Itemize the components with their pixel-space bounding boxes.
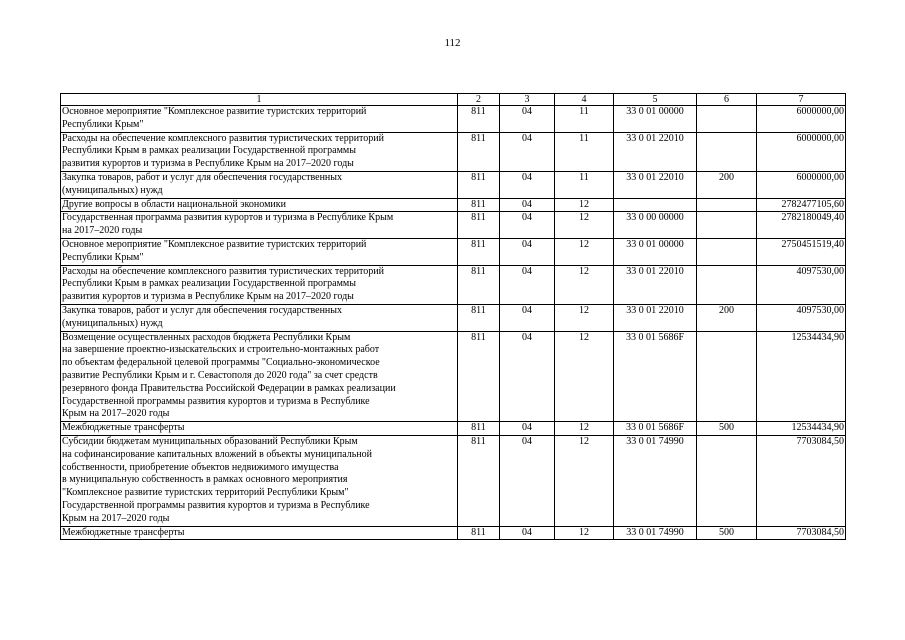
row-col-6: 200 [697,304,757,331]
row-col-4: 12 [555,198,614,212]
row-col-5: 33 0 01 22010 [614,171,697,198]
table-header-row [61,94,846,106]
row-col-3: 04 [500,435,555,526]
row-col-4: 12 [555,422,614,436]
table-row [61,526,846,540]
row-col-6 [697,106,757,133]
row-col-3: 04 [500,331,555,422]
row-amount: 12534434,90 [757,331,846,422]
budget-table [60,93,846,540]
row-name: Государственная программа развития курортов и туризма в Республике Крым на 2017–2020 годы [61,212,458,239]
table-row [61,212,846,239]
row-amount: 4097530,00 [757,265,846,304]
row-col-5: 33 0 01 5686F [614,422,697,436]
row-col-5: 33 0 00 00000 [614,212,697,239]
table-row [61,106,846,133]
row-col-6 [697,198,757,212]
table-row [61,331,846,422]
row-col-5: 33 0 01 22010 [614,265,697,304]
row-amount: 2750451519,40 [757,238,846,265]
row-col-3: 04 [500,198,555,212]
header-col-6: 6 [697,94,757,106]
row-name: Субсидии бюджетам муниципальных образований Республики Крым на софинансирование капитальных вложений в объекты муниципальной собственности, приобретение объектов недвижимого имущества в муниципальную собственность в рамках основного мероприятия "Комплексное развитие туристских территорий Республики Крым" Государственной программы развития курортов и туризма в Республике Крым на 2017–2020 годы [61,435,458,526]
row-amount: 6000000,00 [757,171,846,198]
row-col-3: 04 [500,132,555,171]
row-name: Расходы на обеспечение комплексного развития туристических территорий Республики Крым в рамках реализации Государственной программы развития курортов и туризма в Республике Крым на 2017–2020 годы [61,265,458,304]
row-name: Межбюджетные трансферты [61,422,458,436]
row-col-5: 33 0 01 74990 [614,435,697,526]
row-col-6: 200 [697,171,757,198]
row-col-2: 811 [458,171,500,198]
row-amount: 4097530,00 [757,304,846,331]
row-name: Расходы на обеспечение комплексного развития туристических территорий Республики Крым в рамках реализации Государственной программы развития курортов и туризма в Республике Крым на 2017–2020 годы [61,132,458,171]
row-col-3: 04 [500,106,555,133]
row-col-2: 811 [458,265,500,304]
row-col-4: 12 [555,238,614,265]
row-col-5: 33 0 01 22010 [614,132,697,171]
header-col-4: 4 [555,94,614,106]
row-amount: 2782180049,40 [757,212,846,239]
row-amount: 6000000,00 [757,106,846,133]
header-col-1: 1 [61,94,458,106]
row-name: Закупка товаров, работ и услуг для обеспечения государственных (муниципальных) нужд [61,304,458,331]
row-col-3: 04 [500,171,555,198]
row-col-4: 12 [555,304,614,331]
row-amount: 2782477105,60 [757,198,846,212]
row-col-2: 811 [458,304,500,331]
row-col-4: 12 [555,212,614,239]
row-col-5: 33 0 01 5686F [614,331,697,422]
row-col-6 [697,212,757,239]
row-col-6: 500 [697,422,757,436]
row-col-4: 11 [555,106,614,133]
row-col-4: 12 [555,331,614,422]
row-col-3: 04 [500,212,555,239]
row-amount: 12534434,90 [757,422,846,436]
row-col-5: 33 0 01 00000 [614,238,697,265]
row-col-6: 500 [697,526,757,540]
row-col-3: 04 [500,238,555,265]
table-row [61,171,846,198]
row-col-3: 04 [500,422,555,436]
table-row [61,198,846,212]
table-row [61,304,846,331]
row-name: Закупка товаров, работ и услуг для обеспечения государственных (муниципальных) нужд [61,171,458,198]
row-col-4: 12 [555,265,614,304]
row-col-2: 811 [458,238,500,265]
row-amount: 7703084,50 [757,435,846,526]
row-col-5: 33 0 01 74990 [614,526,697,540]
row-col-2: 811 [458,198,500,212]
row-col-6 [697,331,757,422]
row-col-2: 811 [458,331,500,422]
row-col-2: 811 [458,526,500,540]
row-amount: 7703084,50 [757,526,846,540]
page-number: 112 [444,37,461,49]
row-col-6 [697,132,757,171]
table-row [61,422,846,436]
row-name: Межбюджетные трансферты [61,526,458,540]
row-col-2: 811 [458,422,500,436]
header-col-2: 2 [458,94,500,106]
row-name: Возмещение осуществленных расходов бюджета Республики Крым на завершение проектно-изыскательских и строительно-монтажных работ по объектам федеральной целевой программы "Социально-экономическое развитие Республики Крым и г. Севастополя до 2020 года" за счет средств резервного фонда Правительства Российской Федерации в рамках реализации Государственной программы развития курортов и туризма в Республике Крым на 2017–2020 годы [61,331,458,422]
row-col-5: 33 0 01 00000 [614,106,697,133]
row-col-2: 811 [458,132,500,171]
row-col-6 [697,238,757,265]
row-name: Другие вопросы в области национальной экономики [61,198,458,212]
row-col-2: 811 [458,212,500,239]
table-row [61,132,846,171]
header-col-7: 7 [757,94,846,106]
row-col-4: 12 [555,435,614,526]
row-name: Основное мероприятие "Комплексное развитие туристских территорий Республики Крым" [61,106,458,133]
row-col-3: 04 [500,526,555,540]
row-col-4: 11 [555,132,614,171]
row-col-3: 04 [500,304,555,331]
row-col-4: 11 [555,171,614,198]
table-row [61,435,846,526]
row-col-2: 811 [458,435,500,526]
row-col-3: 04 [500,265,555,304]
table-row [61,238,846,265]
row-col-4: 12 [555,526,614,540]
table-row [61,265,846,304]
row-name: Основное мероприятие "Комплексное развитие туристских территорий Республики Крым" [61,238,458,265]
row-col-5: 33 0 01 22010 [614,304,697,331]
row-col-5 [614,198,697,212]
row-amount: 6000000,00 [757,132,846,171]
row-col-2: 811 [458,106,500,133]
row-col-6 [697,265,757,304]
row-col-6 [697,435,757,526]
header-col-3: 3 [500,94,555,106]
header-col-5: 5 [614,94,697,106]
